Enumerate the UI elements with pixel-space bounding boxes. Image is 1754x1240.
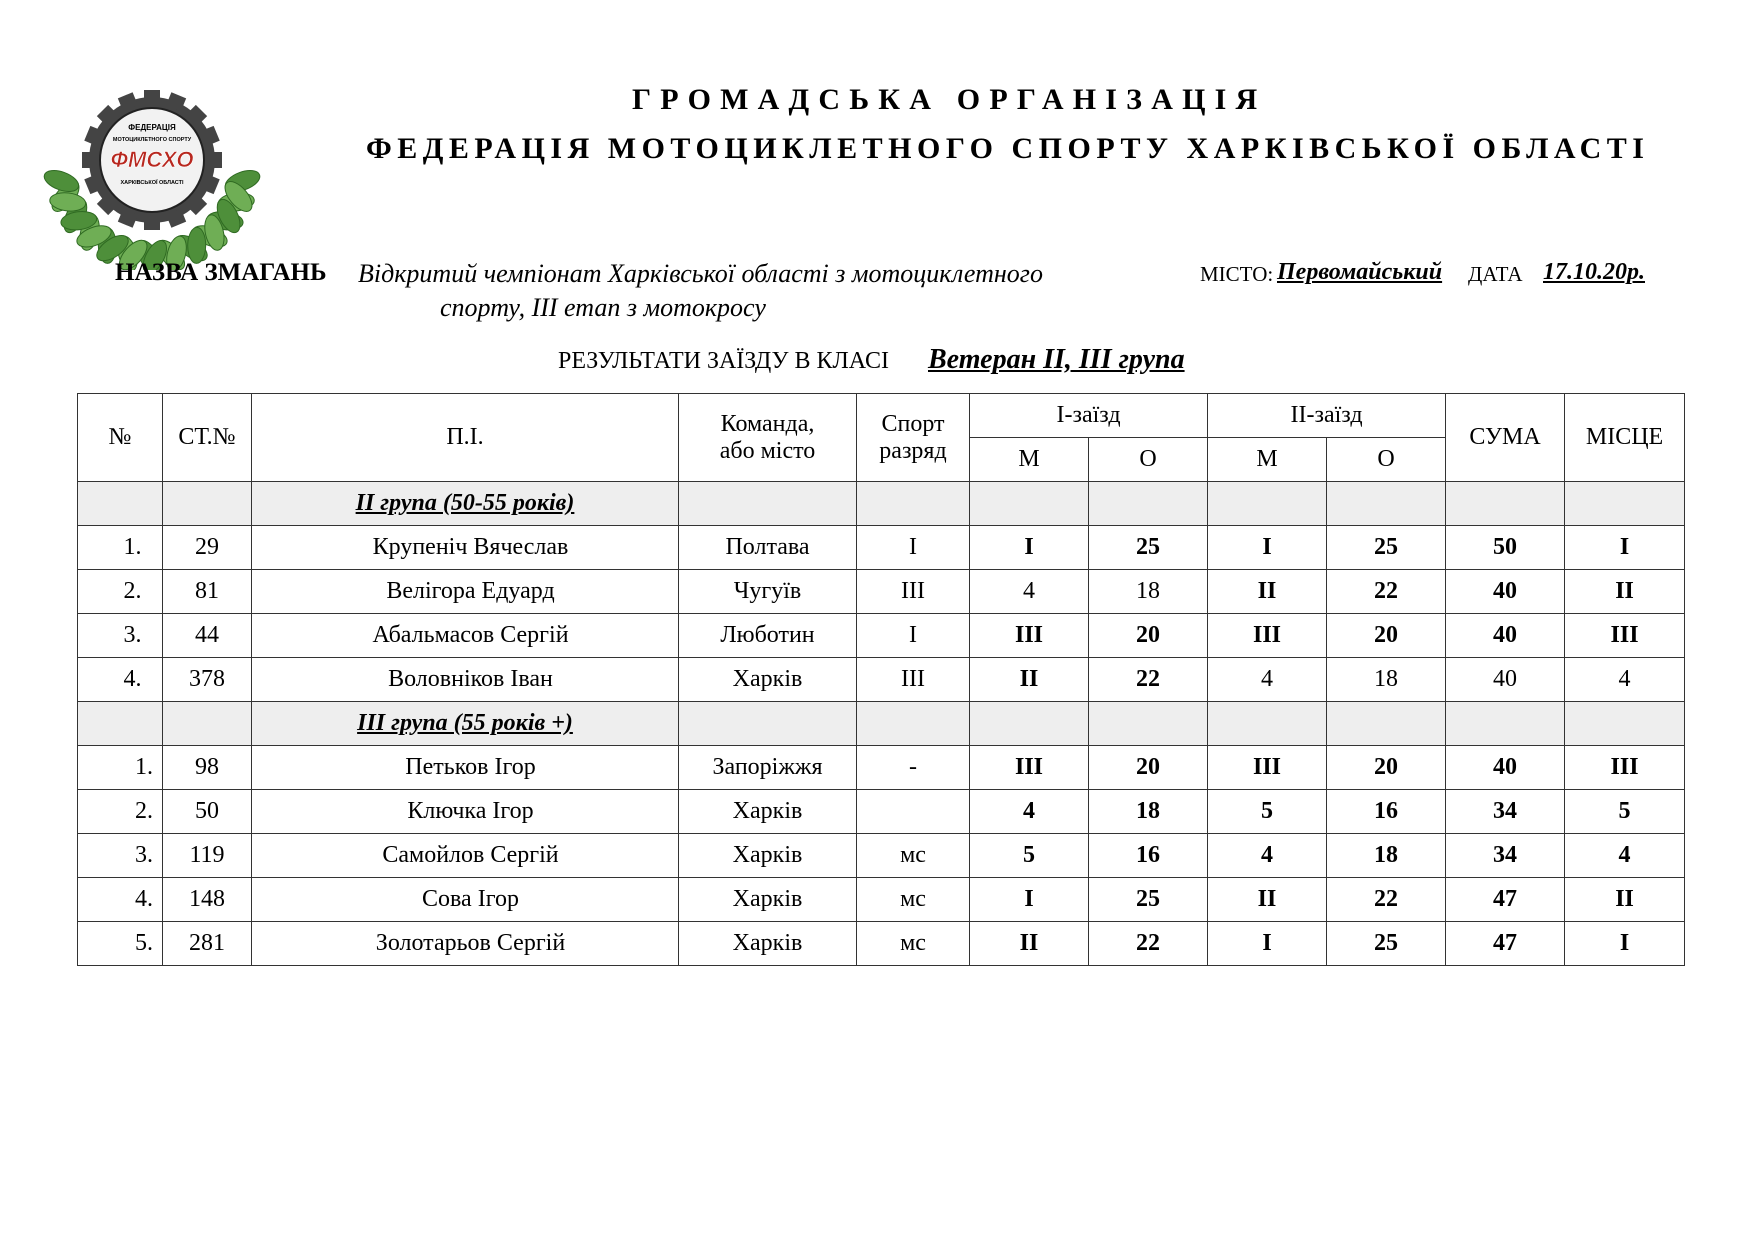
- cell-place: ІІ: [1565, 570, 1685, 614]
- cell-place: ІІІ: [1565, 746, 1685, 790]
- header-team-line1: Команда,: [720, 410, 815, 437]
- header-race2: ІІ-заїзд: [1208, 394, 1446, 438]
- cell-race2-o: 18: [1327, 658, 1446, 702]
- cell-no: 1.: [78, 526, 163, 570]
- cell-race2-o: 20: [1327, 614, 1446, 658]
- cell-race2-o: 22: [1327, 570, 1446, 614]
- cell-st-no: 281: [163, 922, 252, 966]
- cell-place: 4: [1565, 658, 1685, 702]
- header-name: П.І.: [252, 394, 679, 482]
- cell-race2-o: 22: [1327, 878, 1446, 922]
- cell-rank: мс: [857, 834, 970, 878]
- cell-race2-o: 25: [1327, 526, 1446, 570]
- cell-sum: 40: [1446, 614, 1565, 658]
- table-row: [78, 526, 1685, 570]
- table-row: [78, 570, 1685, 614]
- cell-place: 5: [1565, 790, 1685, 834]
- logo-text-line2: МОТОЦИКЛЕТНОГО СПОРТУ: [112, 137, 192, 143]
- cell-rank: мс: [857, 922, 970, 966]
- cell-race2-o: 25: [1327, 922, 1446, 966]
- cell-race1-m: ІІІ: [970, 614, 1089, 658]
- cell-race1-m: 4: [970, 570, 1089, 614]
- cell-sum: 47: [1446, 878, 1565, 922]
- cell-team: Полтава: [679, 526, 857, 570]
- cell-st-no: 119: [163, 834, 252, 878]
- header-race1-m: М: [970, 438, 1089, 482]
- cell-race1-o: 18: [1089, 790, 1208, 834]
- cell-race1-o: 16: [1089, 834, 1208, 878]
- org-title: ГРОМАДСЬКА ОРГАНІЗАЦІЯ: [632, 83, 1267, 116]
- cell-race1-m: І: [970, 526, 1089, 570]
- table-row: [78, 658, 1685, 702]
- header-race1-o: О: [1089, 438, 1208, 482]
- cell-name: Золотарьов Сергій: [252, 922, 679, 966]
- cell-sum: 40: [1446, 746, 1565, 790]
- cell-rank: І: [857, 526, 970, 570]
- cell-race1-o: 25: [1089, 878, 1208, 922]
- competition-name-line2: спорту, ІІІ етап з мотокросу: [440, 293, 766, 322]
- class-name: Ветеран ІІ, ІІІ група: [928, 344, 1185, 375]
- cell-team: Харків: [679, 658, 857, 702]
- header-sum: СУМА: [1446, 394, 1565, 482]
- header-team-line2: або місто: [719, 437, 816, 464]
- cell-race1-o: 20: [1089, 614, 1208, 658]
- results-label: РЕЗУЛЬТАТИ ЗАЇЗДУ В КЛАСІ: [558, 348, 889, 374]
- header-race2-o: О: [1327, 438, 1446, 482]
- city-label: МІСТО:: [1200, 262, 1274, 286]
- group-title: ІІІ група (55 років +): [357, 710, 573, 736]
- cell-no: 4.: [78, 878, 163, 922]
- group-title: ІІ група (50-55 років): [355, 490, 575, 516]
- cell-no: 4.: [78, 658, 163, 702]
- competition-name-line1: Відкритий чемпіонат Харківської області з мотоциклетного: [358, 259, 1043, 288]
- cell-race1-m: 5: [970, 834, 1089, 878]
- cell-st-no: 81: [163, 570, 252, 614]
- table-row: [78, 922, 1685, 966]
- cell-race2-m: 4: [1208, 658, 1327, 702]
- logo-text-line1: ФЕДЕРАЦІЯ: [128, 123, 176, 132]
- cell-race2-m: ІІІ: [1208, 614, 1327, 658]
- cell-st-no: 50: [163, 790, 252, 834]
- cell-team: Харків: [679, 922, 857, 966]
- header-rank: [857, 394, 970, 482]
- cell-team: Харків: [679, 878, 857, 922]
- logo-text-line3: ХАРКІВСЬКОЇ ОБЛАСТІ: [120, 180, 184, 186]
- cell-st-no: 29: [163, 526, 252, 570]
- cell-no: 5.: [78, 922, 163, 966]
- cell-sum: 34: [1446, 790, 1565, 834]
- cell-place: І: [1565, 526, 1685, 570]
- cell-rank: -: [857, 746, 970, 790]
- cell-race1-m: І: [970, 878, 1089, 922]
- header-rank-line2: разряд: [879, 437, 947, 464]
- cell-race1-m: ІІ: [970, 922, 1089, 966]
- header-no: №: [78, 394, 163, 482]
- header-place: МІСЦЕ: [1565, 394, 1685, 482]
- cell-race1-m: ІІІ: [970, 746, 1089, 790]
- cell-race1-m: 4: [970, 790, 1089, 834]
- city-value: Первомайський: [1277, 259, 1443, 285]
- cell-place: ІІ: [1565, 878, 1685, 922]
- cell-race1-o: 18: [1089, 570, 1208, 614]
- cell-team: Харків: [679, 834, 857, 878]
- cell-no: 3.: [78, 834, 163, 878]
- cell-team: Запоріжжя: [679, 746, 857, 790]
- cell-place: І: [1565, 922, 1685, 966]
- federation-title: ФЕДЕРАЦІЯ МОТОЦИКЛЕТНОГО СПОРТУ ХАРКІВСЬКОЇ ОБЛАСТІ: [366, 132, 1650, 165]
- federation-logo: [40, 55, 265, 270]
- cell-race2-o: 18: [1327, 834, 1446, 878]
- cell-race1-o: 22: [1089, 922, 1208, 966]
- cell-name: Крупеніч Вячеслав: [252, 526, 679, 570]
- group-header-row: [78, 702, 1685, 746]
- header-race2-m: М: [1208, 438, 1327, 482]
- cell-race2-m: І: [1208, 526, 1327, 570]
- cell-race2-m: ІІ: [1208, 878, 1327, 922]
- cell-race2-m: 4: [1208, 834, 1327, 878]
- cell-rank: мс: [857, 878, 970, 922]
- table-row: [78, 834, 1685, 878]
- cell-sum: 34: [1446, 834, 1565, 878]
- competition-label: НАЗВА ЗМАГАНЬ: [115, 259, 327, 286]
- cell-race1-o: 22: [1089, 658, 1208, 702]
- cell-no: 1.: [78, 746, 163, 790]
- header-rank-line1: Спорт: [881, 410, 945, 437]
- cell-race1-m: ІІ: [970, 658, 1089, 702]
- cell-race2-m: 5: [1208, 790, 1327, 834]
- cell-race2-m: ІІ: [1208, 570, 1327, 614]
- cell-race2-m: ІІІ: [1208, 746, 1327, 790]
- cell-no: 3.: [78, 614, 163, 658]
- table-row: [78, 614, 1685, 658]
- cell-sum: 40: [1446, 658, 1565, 702]
- cell-race2-o: 20: [1327, 746, 1446, 790]
- cell-team: Люботин: [679, 614, 857, 658]
- cell-team: Чугуїв: [679, 570, 857, 614]
- cell-name: Петьков Ігор: [252, 746, 679, 790]
- cell-name: Самойлов Сергій: [252, 834, 679, 878]
- cell-no: 2.: [78, 570, 163, 614]
- cell-sum: 47: [1446, 922, 1565, 966]
- cell-place: 4: [1565, 834, 1685, 878]
- cell-race2-m: І: [1208, 922, 1327, 966]
- cell-name: Ключка Ігор: [252, 790, 679, 834]
- cell-name: Абальмасов Сергій: [252, 614, 679, 658]
- cell-name: Воловніков Іван: [252, 658, 679, 702]
- cell-name: Велігора Едуард: [252, 570, 679, 614]
- cell-rank: ІІІ: [857, 570, 970, 614]
- cell-no: 2.: [78, 790, 163, 834]
- table-row: [78, 790, 1685, 834]
- cell-st-no: 98: [163, 746, 252, 790]
- cell-st-no: 378: [163, 658, 252, 702]
- cell-name: Сова Ігор: [252, 878, 679, 922]
- group-header-row: [78, 482, 1685, 526]
- cell-race1-o: 20: [1089, 746, 1208, 790]
- header-st-no: СТ.№: [163, 394, 252, 482]
- header-team: [679, 394, 857, 482]
- cell-rank: І: [857, 614, 970, 658]
- results-table: [77, 393, 1685, 966]
- cell-rank: [857, 790, 970, 834]
- date-label: ДАТА: [1468, 262, 1523, 286]
- cell-race2-o: 16: [1327, 790, 1446, 834]
- cell-sum: 50: [1446, 526, 1565, 570]
- cell-team: Харків: [679, 790, 857, 834]
- header-race1: І-заїзд: [970, 394, 1208, 438]
- table-row: [78, 878, 1685, 922]
- competition-name: [358, 257, 1158, 325]
- cell-st-no: 148: [163, 878, 252, 922]
- cell-st-no: 44: [163, 614, 252, 658]
- cell-sum: 40: [1446, 570, 1565, 614]
- cell-place: ІІІ: [1565, 614, 1685, 658]
- date-value: 17.10.20р.: [1543, 259, 1645, 285]
- logo-abbr: ФМСХО: [110, 147, 194, 172]
- cell-race1-o: 25: [1089, 526, 1208, 570]
- cell-rank: ІІІ: [857, 658, 970, 702]
- table-row: [78, 746, 1685, 790]
